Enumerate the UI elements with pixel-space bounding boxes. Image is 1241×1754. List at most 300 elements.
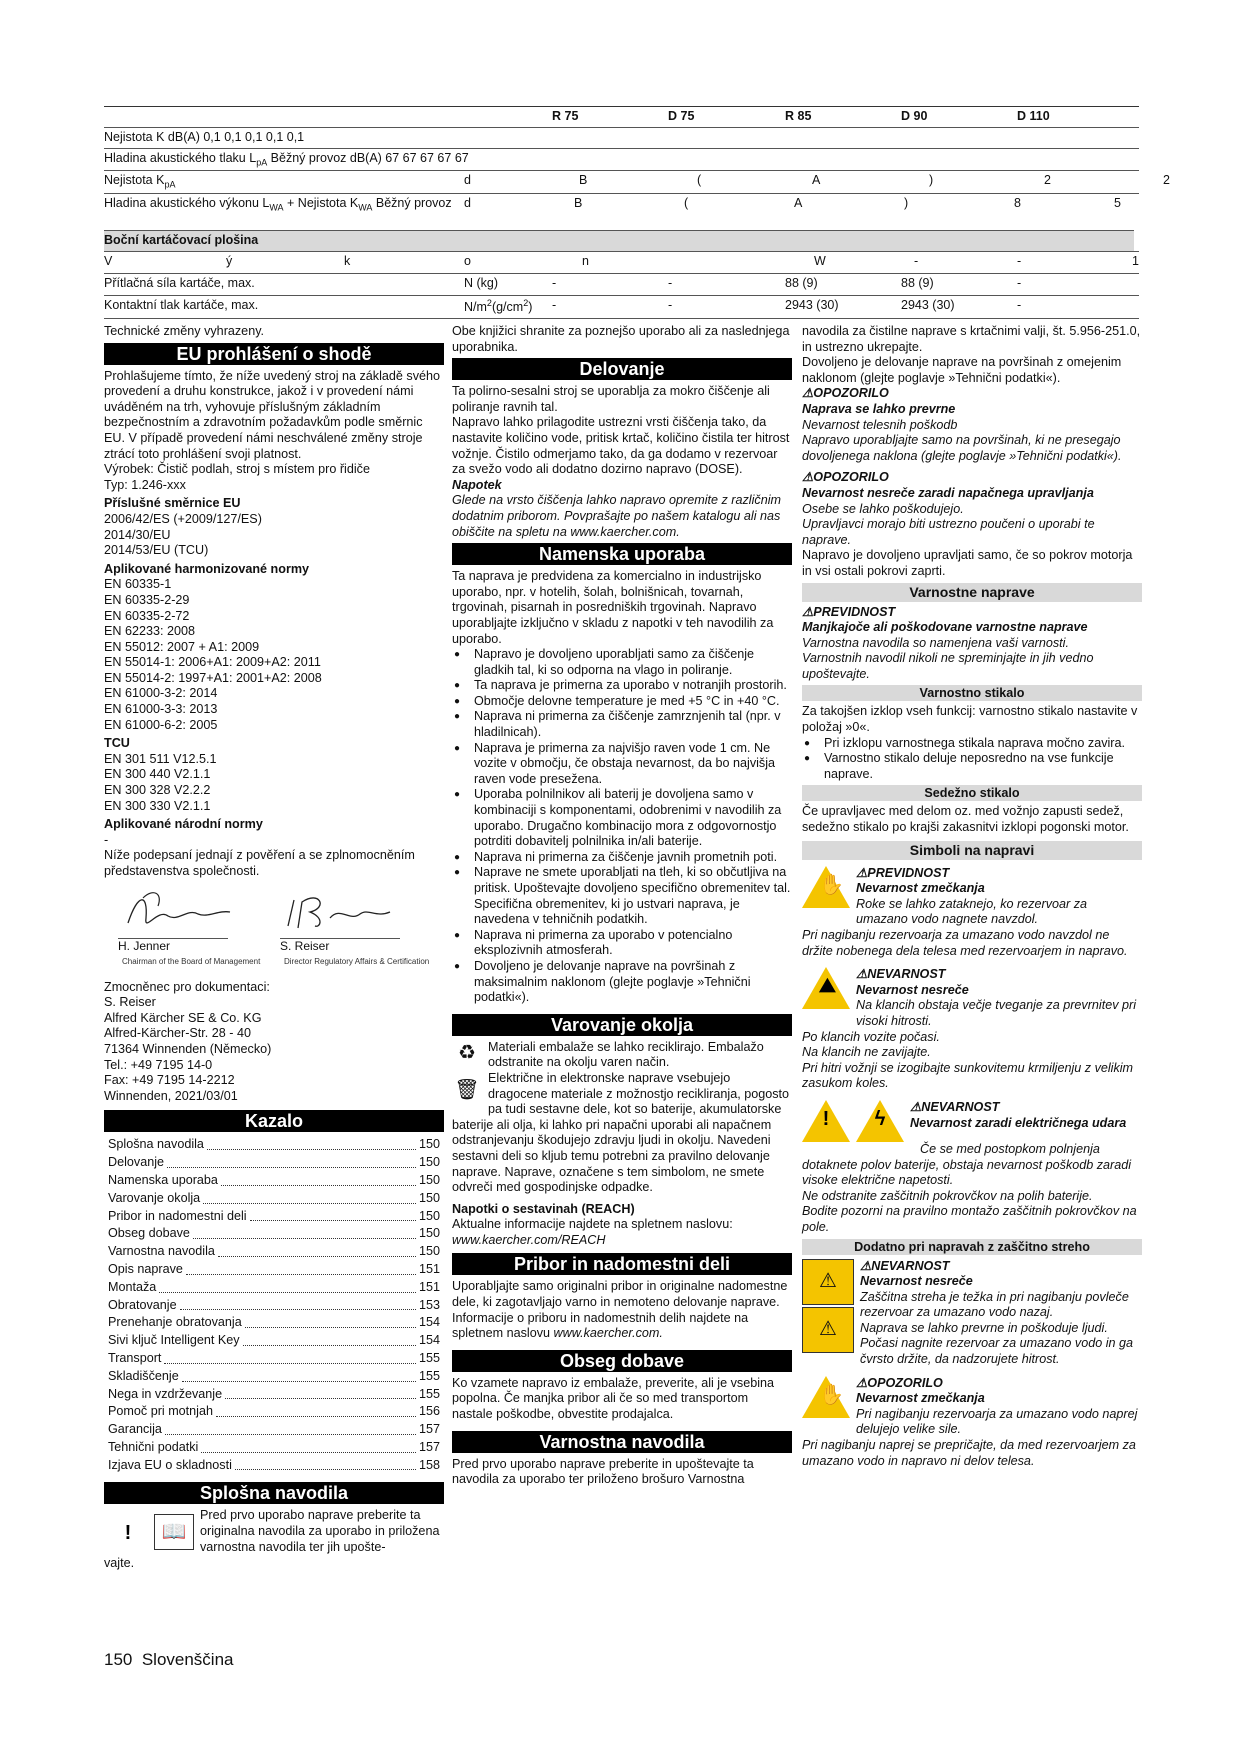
warning-label: ⚠OPOZORILO (802, 386, 889, 401)
contact-line: Winnenden, 2021/03/01 (104, 1088, 238, 1103)
row-label-sub: WA (358, 202, 373, 213)
table-row (104, 251, 1139, 273)
seat-switch-heading: Sedežno stikalo (802, 785, 1142, 801)
row-label-text: Hladina akustického tlaku L (104, 151, 257, 165)
warning-label: ⚠PREVIDNOST (856, 865, 950, 880)
cell: - (552, 298, 557, 312)
cell: W (814, 254, 826, 268)
cell: ý (226, 254, 233, 268)
warning-line: Nevarnost telesnih poškodb (802, 417, 958, 432)
toc-dots (250, 1208, 416, 1222)
col-header: D 110 (1017, 109, 1050, 123)
warning-icon: ! (802, 1100, 850, 1142)
toc-title: Varnostna navodila (108, 1244, 215, 1259)
table-row (104, 273, 1139, 295)
toc-entry[interactable] (104, 1403, 444, 1421)
cell: 88 (9) (901, 276, 934, 290)
row-label-text: + Nejistota K (283, 196, 359, 210)
warning-line: Pri nagibanju rezervoarja za umazano vodo naprej delujejo velike sile. (856, 1406, 1138, 1437)
general-heading: Splošna navodila (104, 1482, 444, 1504)
cell: - (914, 254, 919, 268)
recycle-block (452, 1040, 792, 1071)
row-label-text: Nejistota K (104, 173, 165, 187)
cont-text: navodila za čistilne naprave s krtačnimi valji, št. 5.956-251.0, in ustrezno ukrepajte. (802, 324, 1141, 354)
tcu-norm: EN 300 328 V2.2.2 (104, 783, 211, 798)
contact-line: Alfred Kärcher SE & Co. KG (104, 1010, 262, 1025)
toc-dots (165, 1421, 416, 1435)
toc-dots (182, 1368, 416, 1382)
switch-text: Za takojšen izklop vseh funkcij: varnostno stikalo nastavite v položaj »0«. (802, 704, 1138, 735)
cell: k (344, 254, 351, 268)
warning-title: Manjkajoče ali poškodovane varnostne naprave (802, 620, 1088, 635)
warning-after: Po klancih vozite počasi. (802, 1029, 940, 1044)
operation-text: Napravo lahko prilagodite ustrezni vrsti čiščenja tako, da nastavite količino vode, pritisk krtač, količino čistila ter hitrost vožnje. Čistilo odmerjamo tako, da ga dodamo v rezervoar za svežo vodo ali dodatno dozirno napravo (DOSE). (452, 415, 790, 477)
eu-text: Prohlašujeme tímto, že níže uvedený stroj na základě svého provedení a druhu konstrukce, jakož i v provedení námi uváděném na trh, vyhovuje příslušným základním bezpečnostním a zdravotním požadavkům podle směrnic EU. V případě provedení námi neschválené změny stroje ztrácí toto prohlášení svoji platnost. (104, 368, 441, 461)
norm: EN 62233: 2008 (104, 624, 196, 639)
toc-title: Sivi ključ Intelligent Key (108, 1333, 240, 1348)
signature-jenner (118, 888, 238, 938)
type: Typ: 1.246-xxx (104, 477, 186, 492)
cover-text: Napravo je dovoljeno upravljati samo, če so pokrov motorja in vsi ostali pokrovi zaprti. (802, 548, 1133, 578)
directive: 2014/53/EU (TCU) (104, 543, 209, 558)
toc-entry[interactable] (104, 1457, 444, 1475)
general-text: Pred prvo uporabo naprave preberite ta originalna navodila za uporabo in priložena varnostna navodila ter jih upošte- (200, 1508, 440, 1554)
column-2 (452, 324, 792, 1488)
warning-line: Če se med postopkom polnjenja dotaknete polov baterije, obstaja nevarnost poškodb zaradi visoke električne napetosti. (802, 1141, 1132, 1188)
environment-heading: Varovanje okolja (452, 1014, 792, 1036)
list-item: ● Naprava ni primerna za čiščenje javnih prometnih poti. (452, 850, 792, 866)
warning-label: ⚠OPOZORILO (802, 470, 889, 485)
warning-icon: ! (104, 1514, 152, 1556)
toc-title: Obseg dobave (108, 1226, 190, 1241)
warning-line: Zaščitna streha je težka in pri nagibanju povleče rezervoar za umazano vodo nazaj. (860, 1289, 1129, 1320)
roof-heading: Dodatno pri napravah z zaščitno streho (802, 1239, 1142, 1255)
toc-dots (221, 1172, 416, 1186)
warning-after: Pri hitri vožnji se izogibajte sunkovitemu krmiljenju z velikim zasukom koles. (802, 1060, 1134, 1091)
intended-text: Ta naprava je predvidena za komercialno in industrijsko uporabo, npr. v hotelih, šolah, bolnišnicah, tovarnah, trgovinah, pisarnah in posredniških trgovinah. Napravo uporabljajte izključno v skladu z napotki v teh navodilih za uporabo. (452, 569, 774, 646)
warning-line: Počasi nagnite rezervoar za umazano vodo in ga čvrsto držite, da nadzorujete hitrost. (860, 1336, 1134, 1367)
toc-entry[interactable] (104, 1386, 444, 1404)
toc-entry[interactable] (104, 1261, 444, 1279)
directives-title: Příslušné směrnice EU (104, 496, 241, 511)
row-label-text: Běžný provoz dB(A) 67 67 67 67 67 (267, 151, 469, 165)
toc-dots (243, 1332, 416, 1346)
row-label-text: Běžný provoz (372, 196, 452, 210)
table-row (104, 193, 1139, 230)
toc-page: 157 (418, 1439, 440, 1454)
table-row (104, 127, 1139, 148)
tcu-norm: EN 300 440 V2.1.1 (104, 767, 211, 782)
cell: 88 (9) (785, 276, 818, 290)
cell: 2943 (30) (901, 298, 955, 312)
toc-entry[interactable] (104, 1225, 444, 1243)
toc-page: 151 (418, 1279, 440, 1294)
warning-label: ⚠OPOZORILO (856, 1375, 943, 1390)
national-title: Aplikované národní normy (104, 817, 263, 832)
toc-page: 150 (418, 1244, 440, 1259)
intended-list (452, 647, 792, 1006)
warning-title: Nevarnost zmečkanja (856, 1391, 985, 1406)
reach-link[interactable]: www.kaercher.com/REACH (452, 1232, 606, 1247)
cell: n (582, 254, 589, 268)
toc-title: Splošna navodila (108, 1137, 204, 1152)
warning-title: Nevarnost zaradi električnega udara (910, 1115, 1127, 1130)
allowed-text: Dovoljeno je delovanje naprave na površinah z omejenim naklonom (glejte poglavje »Tehnični podatki«). (802, 355, 1122, 385)
toc-dots (207, 1136, 416, 1150)
accessories-heading: Pribor in nadomestni deli (452, 1253, 792, 1275)
parts-text: Uporabljajte samo originalni pribor in originalne nadomestne dele, ki zagotavljajo varno in nemoteno delovanje naprave. (452, 1279, 788, 1310)
toc-page: 153 (418, 1297, 440, 1312)
toc-page: 150 (418, 1172, 440, 1187)
cell: ) (929, 173, 934, 187)
symbol-block (802, 1259, 1142, 1368)
general-block (104, 1508, 444, 1556)
toc-entry[interactable] (104, 1368, 444, 1386)
list-item: ● Pri izklopu varnostnega stikala naprava močno zavira. (802, 736, 1142, 752)
national-norms: - (104, 832, 109, 847)
warning-after: Pri nagibanju rezervoarja za umazano vodo navzdol ne držite nobenega dela telesa med rezervoarjem in napravo. (802, 928, 1128, 958)
cell: 2 (1163, 173, 1170, 187)
cell: - (1017, 298, 1022, 312)
warning-line: Varnostna navodila so namenjena vaši varnosti. (802, 635, 1069, 650)
cell: A (794, 196, 803, 210)
env-text: Električne in elektronske naprave vsebujejo dragocene materiale z možnostjo recikliranja, pogosto pa tudi sestavne dele, kot so baterije, akumulatorske baterije ali olja, ki lahko pri napačni uporabi ali napačnem odstranjevanju škodujejo zdravju ljudi in okolju. Navedeni sestavni deli so kljub temu potrebni za pravilno delovanje naprave. Naprave, označene s tem simbolom, ne smete odvreči med gospodinjske odpadke. (452, 1070, 790, 1195)
toc-entry[interactable] (104, 1243, 444, 1261)
row-label (104, 151, 469, 168)
cell: ( (684, 196, 689, 210)
toc-dots (235, 1457, 416, 1471)
column-3 (802, 324, 1142, 1469)
unit-sup: 2 (523, 298, 529, 308)
warning-line: Osebe se lahko poškodujejo. (802, 501, 964, 516)
safety-devices-heading: Varnostne naprave (802, 583, 1142, 602)
parts-link[interactable]: www.kaercher.com. (553, 1326, 663, 1341)
toc-page: 150 (418, 1137, 440, 1152)
warning-line: Upravljavci morajo biti ustrezno poučeni o uporabi te naprave. (802, 517, 1095, 547)
warning-line: Naprava se lahko prevrne in poškoduje ljudi. (860, 1320, 1108, 1335)
toc-title: Nega in vzdrževanje (108, 1386, 223, 1401)
toc-dots (216, 1403, 416, 1417)
safety-heading: Varnostna navodila (452, 1431, 792, 1453)
toc-page: 150 (418, 1208, 440, 1223)
symbol-block (802, 967, 1142, 1029)
toc-page: 150 (418, 1226, 440, 1241)
warning-title: Nevarnost nesreče zaradi napačnega upravljanja (802, 485, 1094, 500)
safety-switch-heading: Varnostno stikalo (802, 685, 1142, 701)
row-label-sub: pA (256, 157, 268, 168)
warning-title: Nevarnost nesreče (856, 982, 969, 997)
crush-hazard-icon: ✋ (802, 1376, 850, 1418)
contact-line: S. Reiser (104, 995, 156, 1010)
table-of-contents (104, 1136, 444, 1474)
contact-line: 71364 Winnenden (Německo) (104, 1041, 272, 1056)
env-text: Materiali embalaže se lahko reciklirajo. Embalažo odstranite na okolju varen način. (488, 1039, 764, 1070)
toc-title: Garancija (108, 1422, 162, 1437)
toc-entry[interactable] (104, 1332, 444, 1350)
col-header: R 85 (785, 109, 812, 123)
toc-page: 154 (418, 1315, 440, 1330)
list-item: ● Naprava je primerna za najvišjo raven vode 1 cm. Ne vozite v območju, če obstaja nevarnost, da bo najvišja raven vode presežena. (452, 741, 792, 788)
list-item: ● Naprava ni primerna za uporabo v potencialno eksplozivnih atmosferah. (452, 928, 792, 959)
list-item: ● Uporaba polnilnikov ali baterij je dovoljena samo v kombinaciji s komponentami, odobrenimi v navodilih za uporabo. Drugačno kombinacijo mora z odgovornostjo potrditi dobavitelj polnilnika in/ali baterije. (452, 787, 792, 849)
list-item: ● Naprava ni primerna za čiščenje zamrznjenih tal (npr. v hladilnicah). (452, 709, 792, 740)
warning-label: ⚠PREVIDNOST (802, 604, 896, 619)
unit-text: N/m (464, 300, 487, 315)
warning-label: ⚠NEVARNOST (910, 1099, 1000, 1114)
toc-entry[interactable] (104, 1208, 444, 1226)
switch-list (802, 736, 1142, 783)
toc-title: Transport (108, 1350, 162, 1365)
cell: B (579, 173, 588, 187)
toc-page: 155 (418, 1350, 440, 1365)
table-row (104, 295, 1139, 319)
toc-entry[interactable] (104, 1350, 444, 1368)
toc-heading: Kazalo (104, 1110, 444, 1132)
table-row (104, 148, 1139, 170)
section-label: Boční kartáčovací plošina (104, 233, 259, 247)
norm: EN 55014-1: 2006+A1: 2009+A2: 2011 (104, 655, 321, 670)
row-label-sub: pA (164, 179, 176, 190)
toc-page: 157 (418, 1422, 440, 1437)
reach-text: Aktualne informacije najdete na spletnem naslovu: (452, 1217, 733, 1232)
operation-heading: Delovanje (452, 358, 792, 380)
toc-title: Pribor in nadomestni deli (108, 1208, 247, 1223)
cell: 8 (1014, 196, 1021, 210)
list-item: ● Območje delovne temperature je med +5 °C in +40 °C. (452, 694, 792, 710)
parts-text (452, 1311, 792, 1342)
product: Výrobek: Čistič podlah, stroj s místem pro řidiče (104, 462, 370, 477)
language-label: Slovenščina (141, 1650, 234, 1669)
cell: - (1017, 254, 1022, 268)
toc-title: Montaža (108, 1279, 157, 1294)
manual-icons (104, 1508, 194, 1556)
electric-shock-icon: ϟ (856, 1100, 904, 1142)
note-text: Glede na vrsto čiščenja lahko napravo opremite z različnim dodatnim priborom. Povprašajte po našem katalogu ali nas obiščite na spletu na www.kaercher.com. (452, 493, 781, 539)
eu-declaration-heading: EU prohlášení o shodě (104, 343, 444, 365)
toc-entry[interactable] (104, 1279, 444, 1297)
safety-text: Pred prvo uporabo naprave preberite in upoštevajte ta navodila za uporabo ter priloženo brošuro Varnostna (452, 1456, 754, 1487)
cell: 5 (1114, 196, 1121, 210)
tcu-title: TCU (104, 736, 130, 751)
list-item: ● Varnostno stikalo deluje neposredno na vse funkcije naprave. (802, 751, 1142, 782)
cell: - (1017, 276, 1022, 290)
symbol-block (802, 1100, 1142, 1142)
contact-line: Alfred-Kärcher-Str. 28 - 40 (104, 1026, 251, 1041)
cell: d (464, 173, 471, 187)
signed-text: Níže podepsaní jednají z pověření a se zplnomocněním představenstva společnosti. (104, 848, 415, 878)
norm: EN 60335-2-72 (104, 608, 190, 623)
page-footer (104, 1650, 234, 1670)
cell: 2 (1044, 173, 1051, 187)
cell (464, 298, 532, 314)
signer-1-name: H. Jenner (118, 938, 228, 955)
warning-label: ⚠NEVARNOST (856, 967, 946, 982)
warning-after: Na klancih ne zavijajte. (802, 1045, 931, 1060)
table-header-row (104, 106, 1139, 127)
list-item: ● Dovoljeno je delovanje naprave na površinah z maksimalnim naklonom (glejte poglavje »Tehnični podatki«). (452, 959, 792, 1006)
cell: - (668, 298, 673, 312)
toc-entry[interactable] (104, 1154, 444, 1172)
cell: o (464, 254, 471, 268)
toc-entry[interactable] (104, 1421, 444, 1439)
toc-dots (186, 1261, 416, 1275)
toc-title: Varovanje okolja (108, 1190, 201, 1205)
directive: 2006/42/ES (+2009/127/ES) (104, 511, 262, 526)
unit-text: ) (528, 300, 533, 315)
signer-2-role: Director Regulatory Affairs & Certification (284, 956, 430, 966)
toc-dots (203, 1190, 416, 1204)
symbol-block (802, 866, 1142, 928)
tip-over-hazard-icon: ⛰ (802, 967, 850, 1009)
cell: N (kg) (464, 276, 499, 290)
cell: B (574, 196, 583, 210)
operation-text: Ta polirno-sesalni stroj se uporablja za mokro čiščenje ali poliranje ravnih tal. (452, 384, 770, 414)
toc-title: Obratovanje (108, 1297, 177, 1312)
contact-line: Fax: +49 7195 14-2212 (104, 1073, 235, 1088)
warning-after: Pri nagibanju naprej se prepričajte, da med rezervoarjem za umazano vodo in napravo ni delov telesa. (802, 1438, 1136, 1468)
norm: EN 60335-2-29 (104, 592, 190, 607)
contact-line: Tel.: +49 7195 14-0 (104, 1057, 213, 1072)
cell: ( (697, 173, 702, 187)
warning-title: Nevarnost zmečkanja (856, 881, 985, 896)
toc-entry[interactable] (104, 1136, 444, 1154)
row-label: Přítlačná síla kartáče, max. (104, 276, 255, 290)
warning-label: ⚠NEVARNOST (860, 1258, 950, 1273)
warning-line: Roke se lahko zataknejo, ko rezervoar za umazano vodo nagnete navzdol. (856, 896, 1088, 927)
toc-dots (164, 1350, 416, 1364)
toc-title: Izjava EU o skladnosti (108, 1457, 232, 1472)
general-text-end: vajte. (104, 1556, 135, 1571)
cell: d (464, 196, 471, 210)
row-label (104, 173, 175, 190)
page-number: 150 (104, 1650, 133, 1669)
signer-1-role: Chairman of the Board of Management (122, 956, 261, 966)
list-item: ● Napravo je dovoljeno uporabljati samo za čiščenje gladkih tal, ki so odporna na vlago in poliranje. (452, 647, 792, 678)
keep-text: Obe knjižici shranite za poznejšo uporabo ali za naslednjega uporabnika. (452, 324, 790, 354)
toc-title: Prenehanje obratovanja (108, 1315, 242, 1330)
norms-title: Aplikované harmonizované normy (104, 561, 310, 576)
warning-line: Ne odstranite zaščitnih pokrovčkov na polih baterije. (802, 1188, 1093, 1203)
toc-dots (167, 1154, 416, 1168)
row-label (104, 196, 464, 216)
row-label-text: Hladina akustického výkonu L (104, 196, 270, 210)
contact-line: Zmocněnec pro dokumentaci: (104, 979, 270, 994)
tech-changes-note: Technické změny vyhrazeny. (104, 324, 265, 338)
book-icon: 📖 (154, 1514, 194, 1550)
toc-entry[interactable] (104, 1439, 444, 1457)
directive: 2014/30/EU (104, 527, 171, 542)
norm: EN 55012: 2007 + A1: 2009 (104, 639, 260, 654)
warning-title: Naprava se lahko prevrne (802, 401, 956, 416)
toc-dots (225, 1386, 416, 1400)
table-section-row (104, 230, 1134, 251)
signatures (104, 888, 444, 980)
col-header: D 90 (901, 109, 928, 123)
row-label-sub: WA (269, 202, 284, 213)
warning-line: Napravo uporabljajte samo na površinah, ki ne presegajo dovoljenega naklona (glejte poglavje »Tehnični podatki«). (802, 433, 1122, 463)
cell: - (668, 276, 673, 290)
cell: ) (904, 196, 909, 210)
toc-dots (218, 1243, 416, 1257)
signature-reiser (280, 888, 400, 938)
toc-title: Skladiščenje (108, 1368, 179, 1383)
signer-2-name: S. Reiser (280, 938, 400, 955)
scope-heading: Obseg dobave (452, 1350, 792, 1372)
unit-sup: 2 (486, 298, 492, 308)
toc-dots (159, 1279, 416, 1293)
intended-use-heading: Namenska uporaba (452, 543, 792, 565)
toc-title: Namenska uporaba (108, 1172, 218, 1187)
toc-dots (245, 1314, 416, 1328)
toc-page: 154 (418, 1333, 440, 1348)
column-1 (104, 324, 444, 1572)
toc-title: Delovanje (108, 1155, 165, 1170)
roof-tip-icon: ⚠ (802, 1259, 854, 1305)
row-label: V (104, 254, 113, 268)
norm: EN 61000-3-3: 2013 (104, 702, 218, 717)
norm: EN 61000-3-2: 2014 (104, 686, 218, 701)
list-item: ● Naprave ne smete uporabljati na tleh, ki so občutljiva na pritisk. Upoštevajte dovoljeno specifično obremenitev tal. Specifična obremenitev, ki jo ustvari naprava, je navedena v tehničnih podatkih. (452, 865, 792, 927)
crush-hazard-icon: ✋ (802, 866, 850, 908)
cell: A (812, 173, 821, 187)
toc-title: Pomoč pri motnjah (108, 1404, 213, 1419)
toc-entry[interactable] (104, 1297, 444, 1315)
row-label: Kontaktní tlak kartáče, max. (104, 298, 259, 312)
toc-entry[interactable] (104, 1190, 444, 1208)
toc-page: 150 (418, 1190, 440, 1205)
toc-page: 151 (418, 1261, 440, 1276)
warning-title: Nevarnost nesreče (860, 1274, 973, 1289)
toc-page: 150 (418, 1155, 440, 1170)
tech-table (104, 106, 1170, 324)
roof-icons (802, 1259, 854, 1368)
symbols-heading: Simboli na napravi (802, 841, 1142, 860)
tcu-norm: EN 301 511 V12.5.1 (104, 751, 217, 766)
col-header: D 75 (668, 109, 695, 123)
reach-title: Napotki o sestavinah (REACH) (452, 1201, 635, 1216)
toc-entry[interactable] (104, 1172, 444, 1190)
toc-entry[interactable] (104, 1314, 444, 1332)
roof-tip-icon: ⚠ (802, 1307, 854, 1353)
norm: EN 55014-2: 1997+A1: 2001+A2: 2008 (104, 670, 322, 685)
norm: EN 60335-1 (104, 577, 172, 592)
toc-title: Tehnični podatki (108, 1439, 199, 1454)
toc-dots (180, 1297, 416, 1311)
toc-dots (201, 1439, 416, 1453)
norm: EN 61000-6-2: 2005 (104, 717, 218, 732)
toc-page: 155 (418, 1386, 440, 1401)
unit-text: (g/cm (491, 300, 524, 315)
symbol-block (802, 1376, 1142, 1438)
note-title: Napotek (452, 477, 502, 492)
crossed-bin-icon: 🗑 (452, 1071, 482, 1111)
weee-block (452, 1071, 792, 1196)
toc-dots (193, 1225, 416, 1239)
recycle-icon: ♻ (452, 1040, 482, 1068)
tcu-norm: EN 300 330 V2.1.1 (104, 798, 211, 813)
table-row (104, 170, 1170, 193)
list-item: ● Ta naprava je primerna za uporabo v notranjih prostorih. (452, 678, 792, 694)
toc-page: 156 (418, 1404, 440, 1419)
cell: - (552, 276, 557, 290)
seat-text: Če upravljavec med delom oz. med vožnjo zapusti sedež, sedežno stikalo po krajši zakasnitvi izklopi pogonski motor. (802, 804, 1129, 835)
toc-title: Opis naprave (108, 1261, 183, 1276)
col-header: R 75 (552, 109, 579, 123)
row-label: Nejistota K dB(A) 0,1 0,1 0,1 0,1 0,1 (104, 130, 305, 144)
warning-line: Na klancih obstaja večje tveganje za prevrnitev pri visoki hitrosti. (856, 998, 1137, 1028)
warning-line: Bodite pozorni na pravilno montažo zaščitnih pokrovčkov na pole. (802, 1204, 1137, 1234)
toc-page: 155 (418, 1368, 440, 1383)
